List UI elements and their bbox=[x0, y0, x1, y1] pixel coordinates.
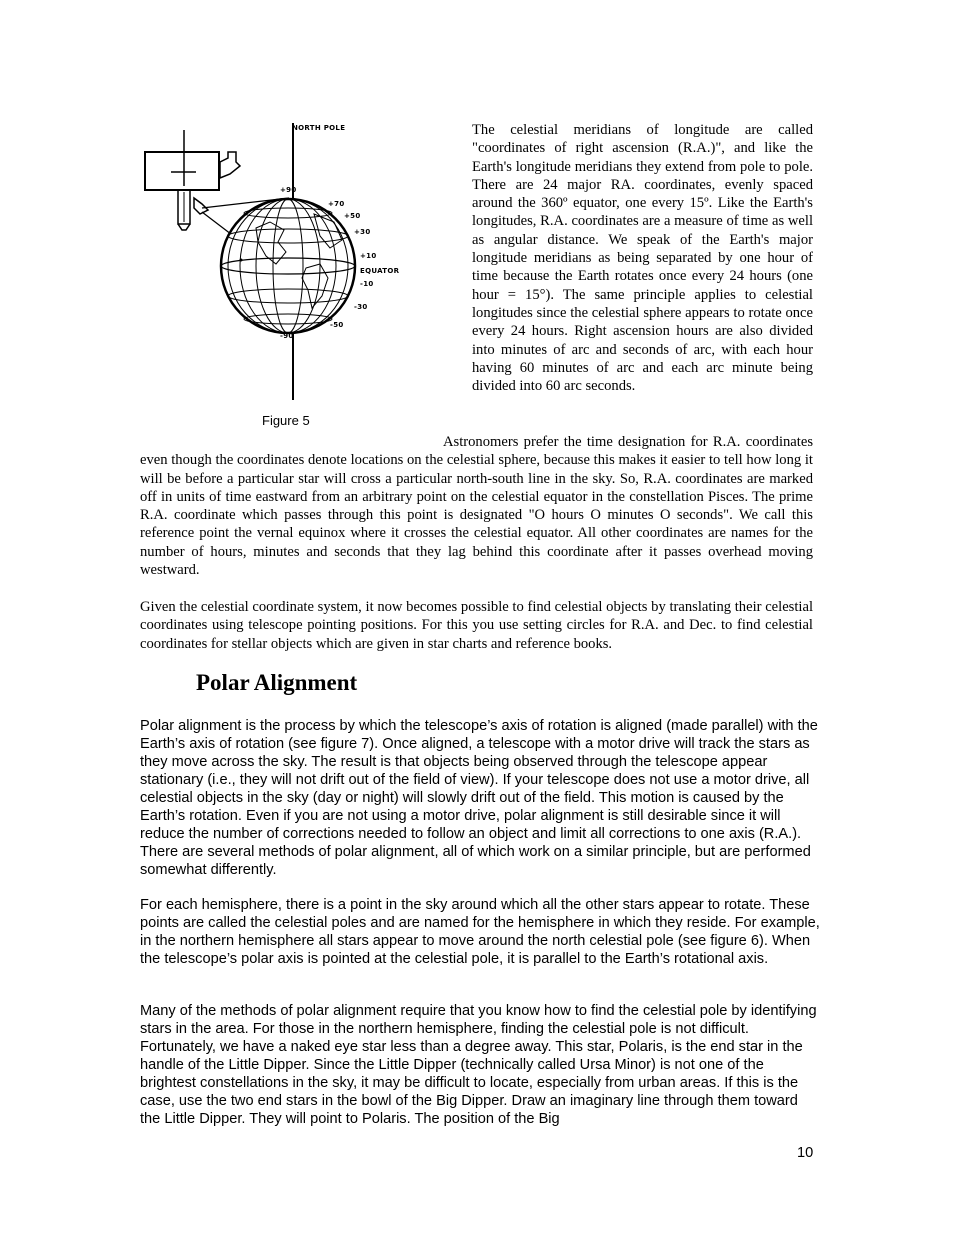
earth-globe bbox=[221, 199, 355, 333]
minus-50-label: -50 bbox=[330, 321, 344, 329]
plus-30-label: +30 bbox=[354, 228, 371, 236]
celestial-sphere-figure bbox=[138, 118, 418, 408]
plus-90-label: +90 bbox=[280, 186, 297, 194]
time-designation-paragraph: Astronomers prefer the time designation for R.A. coordinates even though the coordinates denote locations on the celestial sphere, because this makes it easier to tell how long it will be before a particular star will cross a particular north-south line in the sky. So, R.A. coordinates are marked off in units of time eastward from an arbitrary point on the celestial equator in the constellation Pisces. The prime R.A. coordinate which passes through this point is designated "O hours O minutes O seconds". We call this reference point the vernal equinox where it crosses the celestial equator. All other coordinates are names for the number of hours, minutes and seconds that they lag behind this coordinate after it passes overhead moving westward. bbox=[140, 434, 813, 579]
plus-50-label: +50 bbox=[344, 212, 361, 220]
celestial-poles-paragraph: For each hemisphere, there is a point in the sky around which all the other stars appear to rotate. These points are called the celestial poles and are named for the hemisphere in which they reside. For example, in the northern hemisphere all stars appear to move around the north celestial pole (see figure 6). When the telescope’s polar axis is pointed at the celestial pole, it is parallel to the Earth’s rotational axis. bbox=[140, 897, 820, 967]
figure-caption: Figure 5 bbox=[262, 413, 310, 428]
north-pole-label: NORTH POLE bbox=[292, 124, 346, 132]
section-heading: Polar Alignment bbox=[196, 670, 358, 695]
plus-70-label: +70 bbox=[328, 200, 345, 208]
minus-30-label: -30 bbox=[354, 303, 368, 311]
setting-circles-paragraph: Given the celestial coordinate system, it now becomes possible to find celestial objects by translating their celestial coordinates using telescope pointing positions. For this you use setting circles for R.A. and Dec. to find celestial coordinates for stellar objects which are given in star charts and reference books. bbox=[140, 599, 813, 652]
telescope-tube bbox=[145, 152, 219, 190]
right-ascension-paragraph: The celestial meridians of longitude are called "coordinates of right ascension (R.A.)", and like the Earth's longitude meridians they extend from pole to pole. There are 24 major RA. coordinates, evenly spaced around the 360º equator, one every 15º. Like the Earth's longitudes, R.A. coordinates are a measure of time as well as angular distance. We speak of the Earth's major longitude meridians as being separated by one hour of time because the Earth rotates once every 24 hours (one hour = 15°). The same principle applies to celestial longitudes since the celestial sphere appears to rotate once every 24 hours. Right ascension hours are also divided into minutes of arc and seconds of arc, with each hour having 60 minutes of arc and each arc minute being divided into 60 arc seconds. bbox=[472, 122, 813, 395]
minus-90-label: -90 bbox=[280, 332, 294, 340]
equator-label: EQUATOR bbox=[360, 267, 400, 275]
page-number: 10 bbox=[797, 1145, 814, 1161]
finding-polaris-paragraph: Many of the methods of polar alignment require that you know how to find the celestial pole by identifying stars in the area. For those in the northern hemisphere, finding the celestial pole is not difficult. Fortunately, we have a naked eye star less than a degree away. This star, Polaris, is the end star in the handle of the Little Dipper. Since the Little Dipper (technically called Ursa Minor) is not one of the brightest constellations in the sky, it may be difficult to locate, especially from urban areas. If this is the case, use the two end stars in the bowl of the Big Dipper. Draw an imaginary line through them toward the Little Dipper. They will point to Polaris. The position of the Big bbox=[140, 1003, 817, 1127]
plus-10-label: +10 bbox=[360, 252, 377, 260]
polar-alignment-paragraph: Polar alignment is the process by which the telescope’s axis of rotation is aligned (made parallel) with the Earth’s axis of rotation (see figure 7). Once aligned, a telescope with a motor drive will track the stars as they move across the sky. The result is that objects being observed through the telescope appear stationary (i.e., they will not drift out of the field of view). If your telescope does not use a motor drive, all celestial objects in the sky (day or night) will slowly drift out of the field. This motion is caused by the Earth’s rotation. Even if you are not using a motor drive, polar alignment is still desirable since it will reduce the number of corrections needed to follow an object and limit all corrections to one axis (R.A.). There are several methods of polar alignment, all of which work on a similar principle, but are performed somewhat differently. bbox=[140, 718, 818, 878]
minus-10-label: -10 bbox=[360, 280, 374, 288]
globe-telescope-illustration bbox=[138, 118, 418, 408]
